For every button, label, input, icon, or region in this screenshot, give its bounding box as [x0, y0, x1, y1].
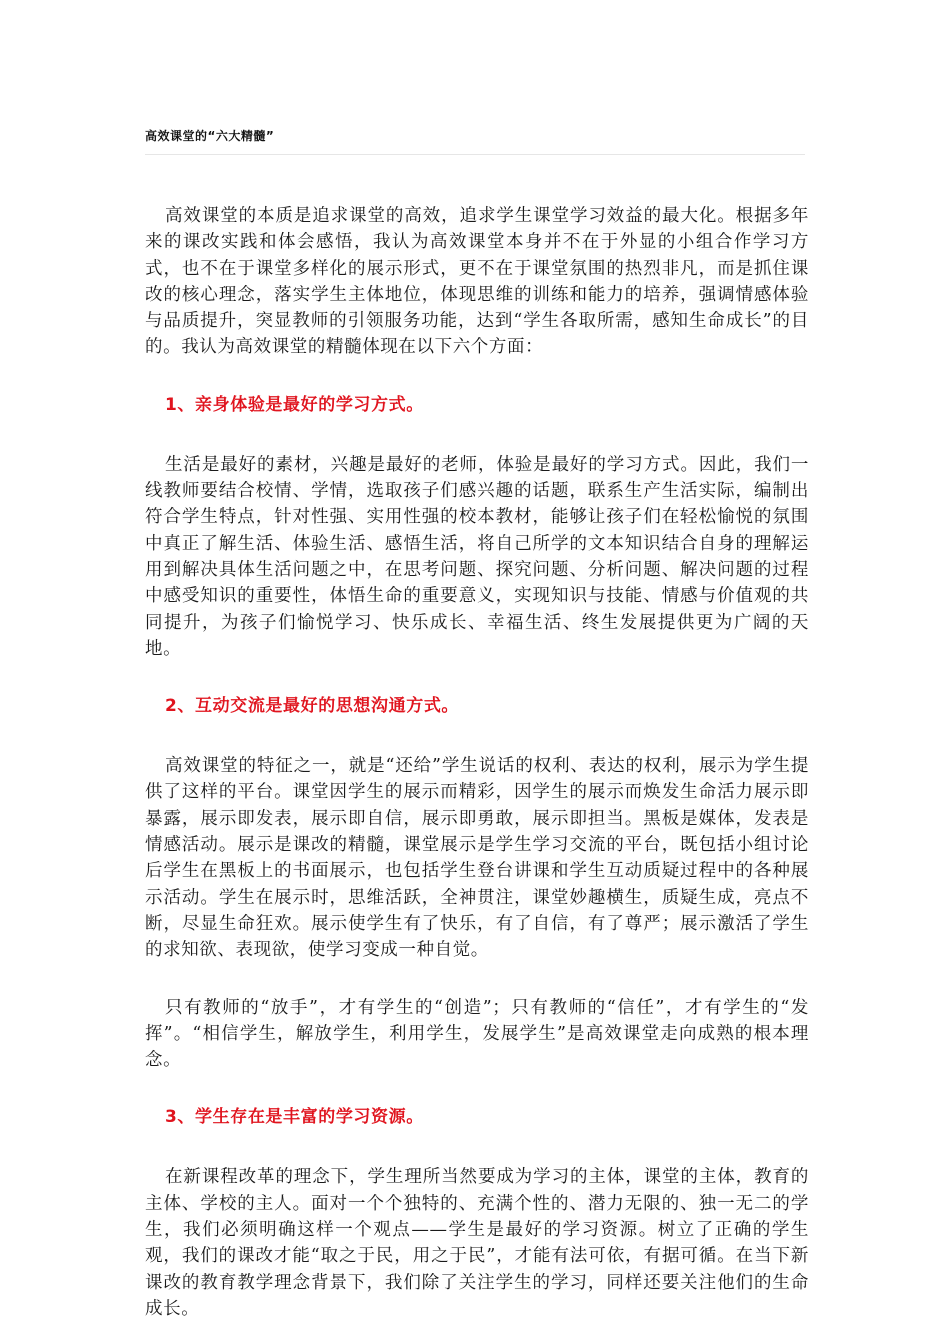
- document-title: 高效课堂的“六大精髓”: [145, 129, 275, 143]
- section-1-paragraph-1: 生活是最好的素材，兴趣是最好的老师，体验是最好的学习方式。因此，我们一线教师要结合校情、学情，选取孩子们感兴趣的话题，联系生产生活实际，编制出符合学生特点，针对性强、实用性强的校本教材，能够让孩子们在轻松愉悦的氛围中真正了解生活、体验生活、感悟生活，将自己所学的文本知识结合自身的理解运用到解决具体生活问题之中，在思考问题、探究问题、分析问题、解决问题的过程中感受知识的重要性，体悟生命的重要意义，实现知识与技能、情感与价值观的共同提升，为孩子们愉悦学习、快乐成长、幸福生活、终生发展提供更为广阔的天地。: [145, 454, 809, 659]
- intro-paragraph: 高效课堂的本质是追求课堂的高效，追求学生课堂学习效益的最大化。根据多年来的课改实践和体会感悟，我认为高效课堂本身并不在于外显的小组合作学习方式，也不在于课堂多样化的展示形式，更不在于课堂氛围的热烈非凡，而是抓住课改的核心理念，落实学生主体地位，体现思维的训练和能力的培养，强调情感体验与品质提升，突显教师的引领服务功能，达到“学生各取所需，感知生命成长”的目的。我认为高效课堂的精髓体现在以下六个方面：: [145, 206, 809, 358]
- section-3-heading: 3、学生存在是丰富的学习资源。: [165, 1107, 424, 1128]
- section-2-paragraph-2: 只有教师的“放手”，才有学生的“创造”；只有教师的“信任”，才有学生的“发挥”。“相信学生，解放学生，利用学生，发展学生”是高效课堂走向成熟的根本理念。: [145, 997, 809, 1071]
- section-2-heading: 2、互动交流是最好的思想沟通方式。: [165, 696, 460, 717]
- section-1-heading: 1、亲身体验是最好的学习方式。: [165, 394, 424, 415]
- section-2-paragraph-1: 高效课堂的特征之一，就是“还给”学生说话的权利、表达的权利，展示为学生提供了这样的平台。课堂因学生的展示而精彩，因学生的展示而焕发生命活力展示即暴露，展示即发表，展示即自信，展示即勇敢，展示即担当。黑板是媒体，发表是情感活动。展示是课改的精髓，课堂展示是学生学习交流的平台，既包括小组讨论后学生在黑板上的书面展示，也包括学生登台讲课和学生互动质疑过程中的各种展示活动。学生在展示时，思维活跃，全神贯注，课堂妙趣横生，质疑生成，亮点不断，尽显生命狂欢。展示使学生有了快乐，有了自信，有了尊严；展示激活了学生的求知欲、表现欲，使学习变成一种自觉。: [145, 756, 809, 961]
- article-body: [145, 203, 809, 1322]
- title-divider: [145, 154, 805, 155]
- section-3-paragraph-1: 在新课程改革的理念下，学生理所当然要成为学习的主体，课堂的主体，教育的主体、学校的主人。面对一个个独特的、充满个性的、潜力无限的、独一无二的学生，我们必须明确这样一个观点——学生是最好的学习资源。树立了正确的学生观，我们的课改才能“取之于民，用之于民”，才能有法可依，有据可循。在当下新课改的教育教学理念背景下，我们除了关注学生的学习，同样还要关注他们的生命成长。: [145, 1167, 809, 1319]
